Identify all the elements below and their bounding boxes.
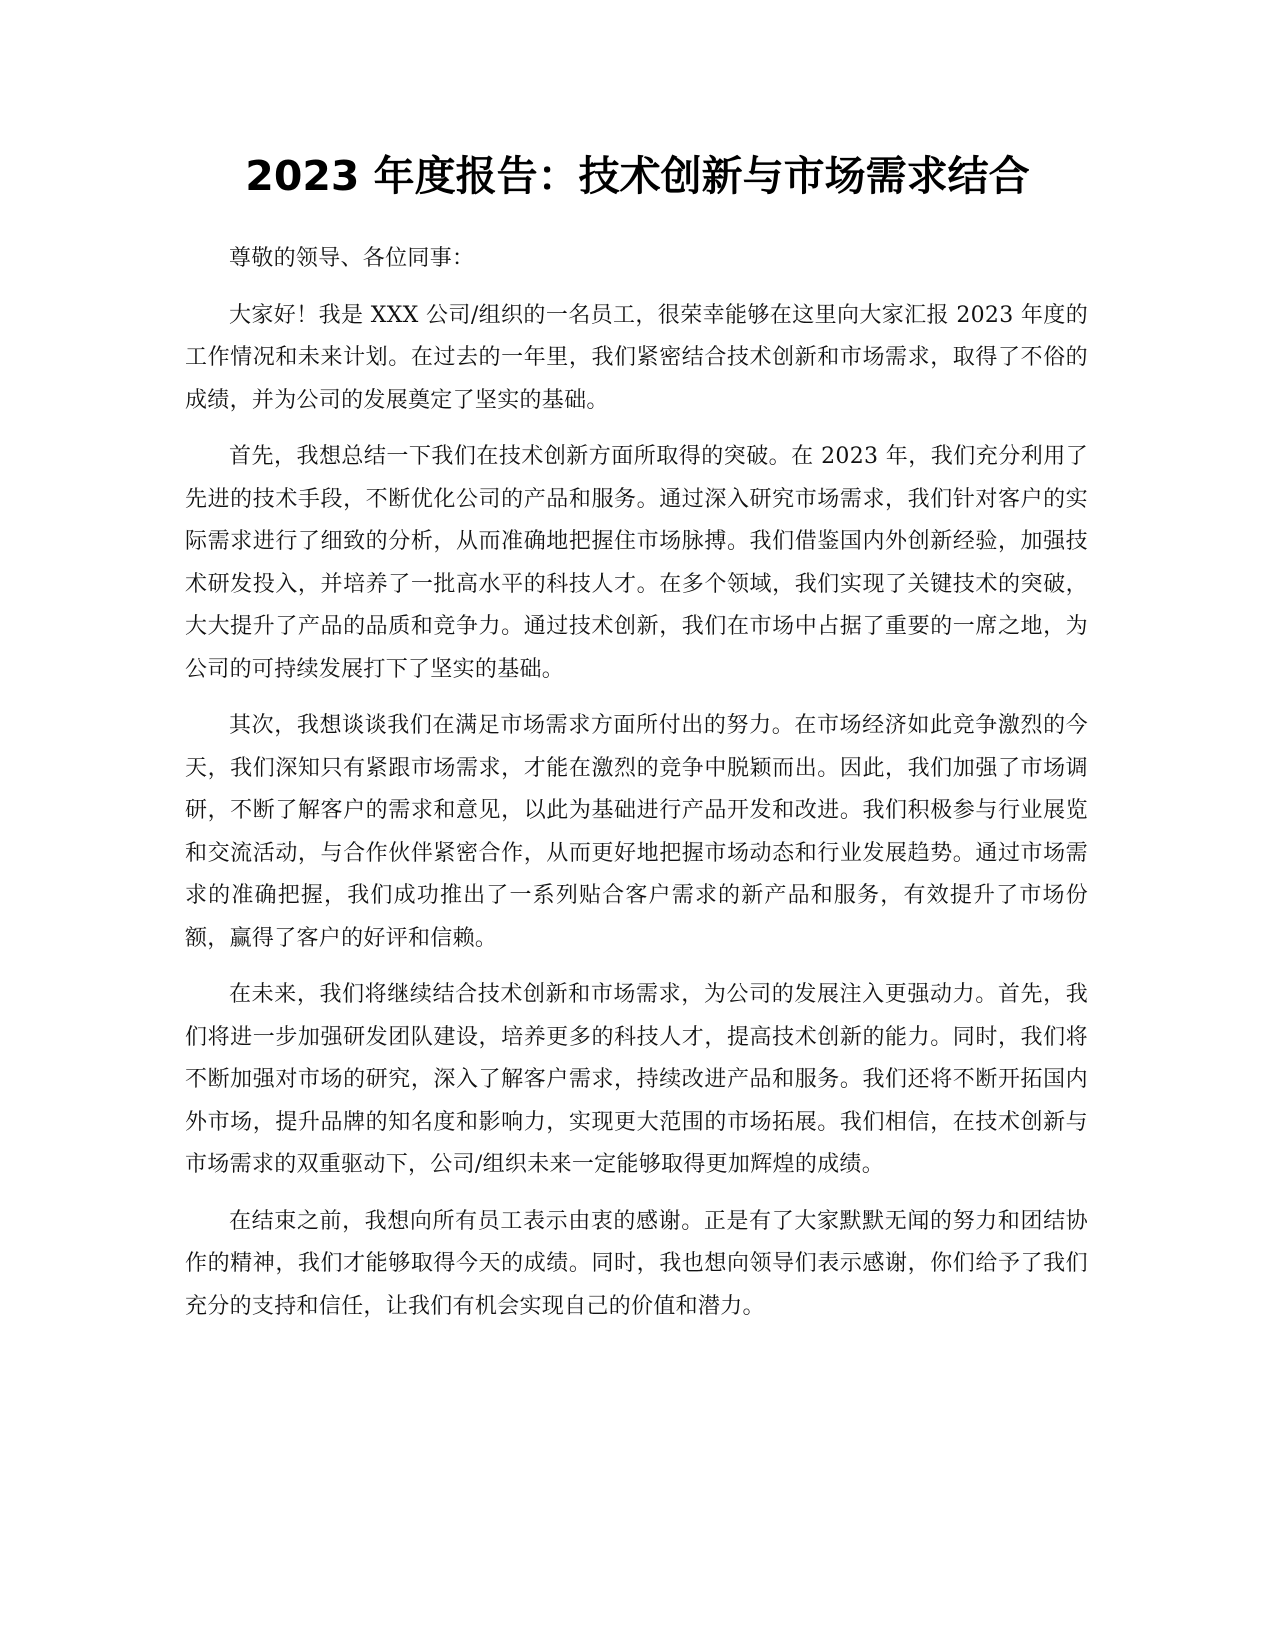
- paragraph-tech-innovation: 首先，我想总结一下我们在技术创新方面所取得的突破。在 2023 年，我们充分利用了先进的技术手段，不断优化公司的产品和服务。通过深入研究市场需求，我们针对客户的实际需求进行了细致的分析，从而准确地把握住市场脉搏。我们借鉴国内外创新经验，加强技术研发投入，并培养了一批高水平的科技人才。在多个领域，我们实现了关键技术的突破，大大提升了产品的品质和竞争力。通过技术创新，我们在市场中占据了重要的一席之地，为公司的可持续发展打下了坚实的基础。: [185, 444, 1088, 682]
- paragraph-intro: 大家好！我是 XXX 公司/组织的一名员工，很荣幸能够在这里向大家汇报 2023 年度的工作情况和未来计划。在过去的一年里，我们紧密结合技术创新和市场需求，取得了不俗的成绩，并为公司的发展奠定了坚实的基础。: [185, 302, 1088, 413]
- paragraph-future-plan: 在未来，我们将继续结合技术创新和市场需求，为公司的发展注入更强动力。首先，我们将进一步加强研发团队建设，培养更多的科技人才，提高技术创新的能力。同时，我们将不断加强对市场的研究，深入了解客户需求，持续改进产品和服务。我们还将不断开拓国内外市场，提升品牌的知名度和影响力，实现更大范围的市场拓展。我们相信，在技术创新与市场需求的双重驱动下，公司/组织未来一定能够取得更加辉煌的成绩。: [185, 982, 1088, 1177]
- paragraph-thanks: 在结束之前，我想向所有员工表示由衷的感谢。正是有了大家默默无闻的努力和团结协作的精神，我们才能够取得今天的成绩。同时，我也想向领导们表示感谢，你们给予了我们充分的支持和信任，让我们有机会实现自己的价值和潜力。: [185, 1208, 1088, 1319]
- paragraph-market-demand: 其次，我想谈谈我们在满足市场需求方面所付出的努力。在市场经济如此竞争激烈的今天，我们深知只有紧跟市场需求，才能在激烈的竞争中脱颖而出。因此，我们加强了市场调研，不断了解客户的需求和意见，以此为基础进行产品开发和改进。我们积极参与行业展览和交流活动，与合作伙伴紧密合作，从而更好地把握市场动态和行业发展趋势。通过市场需求的准确把握，我们成功推出了一系列贴合客户需求的新产品和服务，有效提升了市场份额，赢得了客户的好评和信赖。: [185, 713, 1088, 951]
- salutation: 尊敬的领导、各位同事：: [229, 246, 475, 271]
- document-body: [185, 238, 1088, 1342]
- document-title: 2023 年度报告：技术创新与市场需求结合: [245, 152, 1030, 200]
